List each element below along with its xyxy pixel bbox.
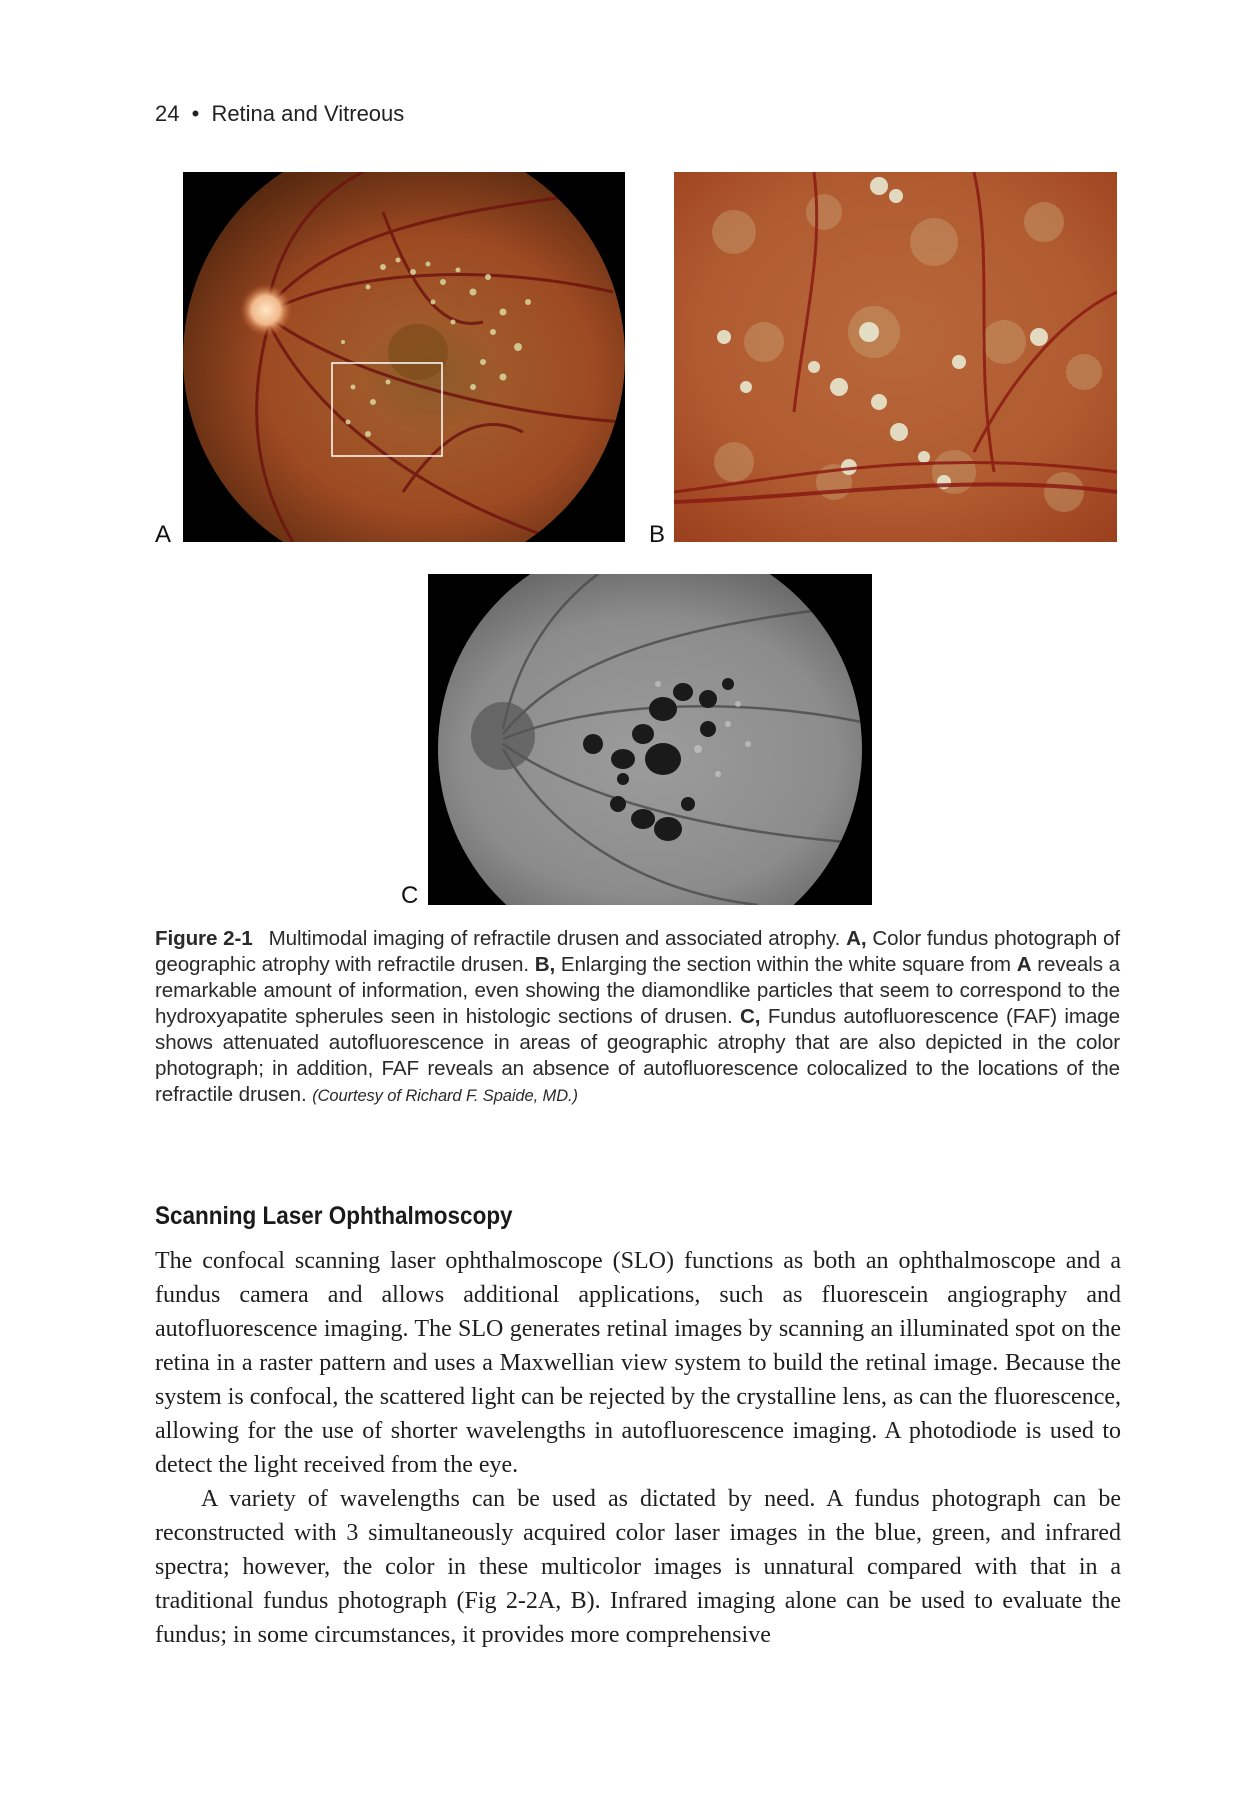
caption-ref-c: C, [740,1005,761,1028]
panel-label-a: A [155,521,172,548]
fundus-photo-b [674,172,1117,542]
body-text [155,1244,1121,1652]
caption-credit: (Courtesy of Richard F. Spaide, MD.) [312,1087,578,1105]
book-title: Retina and Vitreous [211,101,405,126]
figure-label: Figure 2-1 [155,927,253,950]
section-heading: Scanning Laser Ophthalmoscopy [155,1202,513,1230]
caption-text-3: Enlarging the section within the white square from [555,953,1017,976]
caption-ref-b: B, [534,953,556,976]
paragraph-2: A variety of wavelengths can be used as dictated by need. A fundus photograph can be reconstructed with 3 simultaneously acquired color laser images in the blue, green, and infrared spectra; however, the color in these multicolor images is unnatural compared with that in a traditional fundus photograph (Fig 2-2A, B). Infrared imaging alone can be used to evaluate the fundus; in some circumstances, it provides more comprehensive [155,1486,1121,1648]
fundus-photo-a [183,172,625,542]
caption-text-4: reveals a remarkable amount of information, even showing the diamondlike particles that seem to correspond to the hydroxyapatite spherules seen in histologic sections of drusen. [155,953,1120,1028]
caption-text-1: Multimodal imaging of refractile drusen and associated atrophy. [268,927,847,950]
running-head [155,101,404,127]
separator-dot: • [191,101,200,126]
figure-caption [155,926,1120,1109]
caption-text-2: Color fundus photograph of geographic atrophy with refractile drusen. [155,927,1120,976]
faf-image-c [428,574,872,905]
caption-ref-a: A, [846,927,867,950]
panel-label-b: B [649,521,666,548]
caption-inline-a: A [1016,953,1032,976]
paragraph-1: The confocal scanning laser ophthalmoscope (SLO) functions as both an ophthalmoscope and a fundus camera and allows additional applications, such as fluorescein angiography and autofluorescence imaging. The SLO generates retinal images by scanning an illuminated spot on the retina in a raster pattern and uses a Maxwellian view system to build the retinal image. Because the system is confocal, the scattered light can be rejected by the crystalline lens, as can the fluorescence, allowing for the use of shorter wavelengths in autofluorescence imaging. A photodiode is used to detect the light received from the eye. [155,1248,1121,1478]
panel-label-c: C [401,882,419,909]
caption-text-5: Fundus autofluorescence (FAF) image shows attenuated autofluorescence in areas of geographic atrophy that are also depicted in the color photograph; in addition, FAF reveals an absence of autofluorescence colocalized to the locations of the refractile drusen. [155,1005,1121,1106]
page-number: 24 [155,101,180,126]
